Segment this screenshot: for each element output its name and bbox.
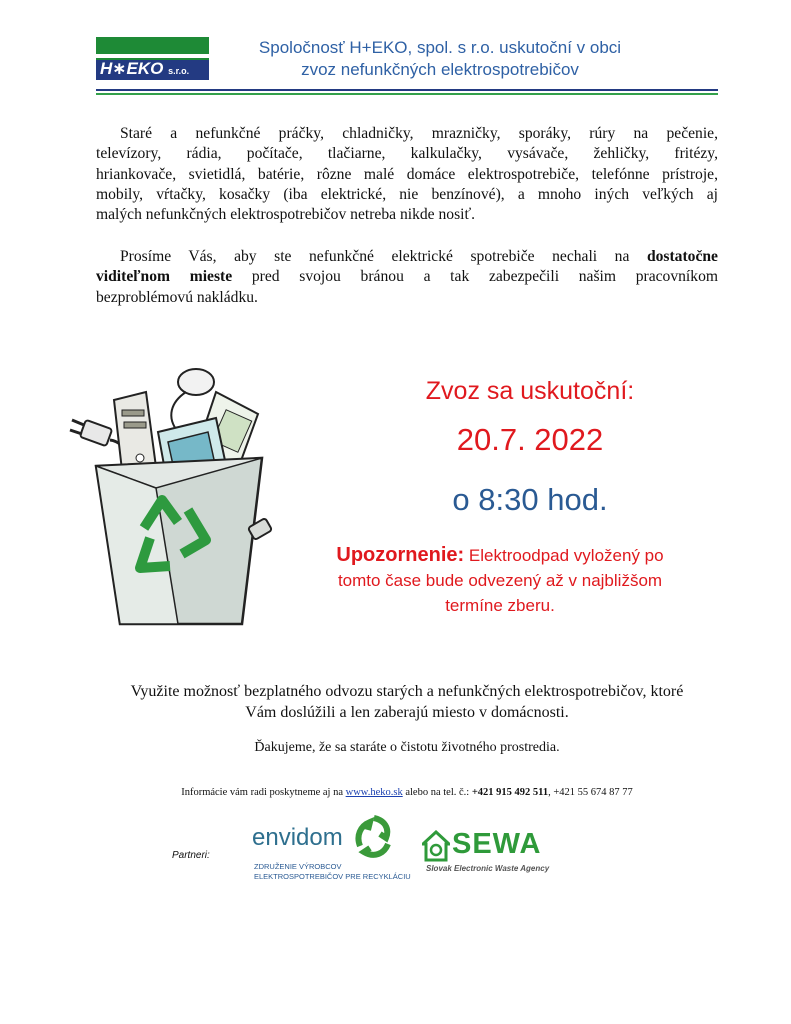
- header-title-line1: Spoločnosť H+EKO, spol. s r.o. uskutoční v obci: [258, 38, 622, 57]
- event-heading: Zvoz sa uskutoční:: [425, 377, 635, 405]
- paragraph-request: [96, 247, 718, 308]
- header-title-line2: zvoz nefunkčných elektrospotrebičov: [301, 60, 579, 79]
- paragraph-line: bezproblémovú nakládku.: [96, 288, 258, 306]
- paragraph-appliances: [96, 124, 718, 225]
- sewa-subtitle: Slovak Electronic Waste Agency: [426, 864, 550, 873]
- paragraph-line: hriankovače, svietidlá, batérie, rôzne malé domáce elektrospotrebiče, telefónne prístroje,: [96, 165, 718, 183]
- event-date: 20.7. 2022: [456, 422, 604, 457]
- recycle-bin-illustration: [66, 362, 290, 632]
- envidom-subtitle: ZDRUŽENIE VÝROBCOV ELEKTROSPOTREBIČOV PRE RECYKLÁCIU: [254, 862, 411, 881]
- warning-line: tomto čase bude odvezený až v najbližšom: [337, 571, 663, 590]
- phone-primary: +421 915 492 511: [471, 787, 549, 798]
- warning-title: Upozornenie:: [336, 544, 465, 566]
- envidom-logo: [248, 812, 411, 886]
- thanks-text: Ďakujeme, že sa staráte o čistotu životného prostredia.: [254, 740, 560, 755]
- contact-info: Informácie vám radi poskytneme aj na www.heko.sk alebo na tel. č.: +421 915 492 511, +421 55 674 87 77: [181, 787, 633, 798]
- website-link[interactable]: www.heko.sk: [345, 787, 403, 798]
- paragraph-line: viditeľnom mieste pred svojou bránou a tak zabezpečili našim pracovníkom: [96, 268, 718, 286]
- warning-line: Upozornenie: Elektroodpad vyložený po: [336, 544, 664, 566]
- paragraph-line: mobily, vŕtačky, kosačky (iba elektrické, nie benzínové), a mnoho iných veľkých aj: [96, 185, 718, 203]
- paragraph-line: malých nefunkčných elektrospotrebičov netreba nikde nosiť.: [96, 206, 476, 224]
- partners-label: Partneri:: [172, 850, 210, 861]
- paragraph-line: Prosíme Vás, aby ste nefunkčné elektrické spotrebiče nechali na dostatočne: [120, 248, 718, 265]
- paragraph-line: Staré a nefunkčné práčky, chladničky, mrazničky, sporáky, rúry na pečenie,: [120, 125, 718, 142]
- warning-line: termíne zberu.: [445, 596, 555, 615]
- sewa-house-icon: [422, 830, 450, 862]
- heko-logo: [96, 37, 209, 80]
- envidom-name: envidom: [252, 824, 343, 851]
- paragraph-line: televízory, rádia, počítače, tlačiarne, kalkulačky, vysávače, žehličky, fritézy,: [96, 145, 718, 163]
- header-rule-green: [96, 93, 718, 95]
- offer-line1: Využite možnosť bezplatného odvozu starých a nefunkčných elektrospotrebičov, ktoré: [130, 683, 684, 700]
- logo-text: H∗EKO s.r.o.: [100, 59, 190, 78]
- event-time: o 8:30 hod.: [452, 482, 608, 517]
- header-rule-blue: [96, 89, 718, 91]
- offer-line2: Vám doslúžili a len zaberajú miesto v domácnosti.: [245, 704, 569, 721]
- logo-stripe: [96, 54, 209, 58]
- envidom-recycle-icon: [354, 814, 398, 862]
- sewa-name: SEWA: [452, 828, 542, 860]
- sewa-logo: [422, 826, 552, 882]
- warning-block: [292, 543, 708, 618]
